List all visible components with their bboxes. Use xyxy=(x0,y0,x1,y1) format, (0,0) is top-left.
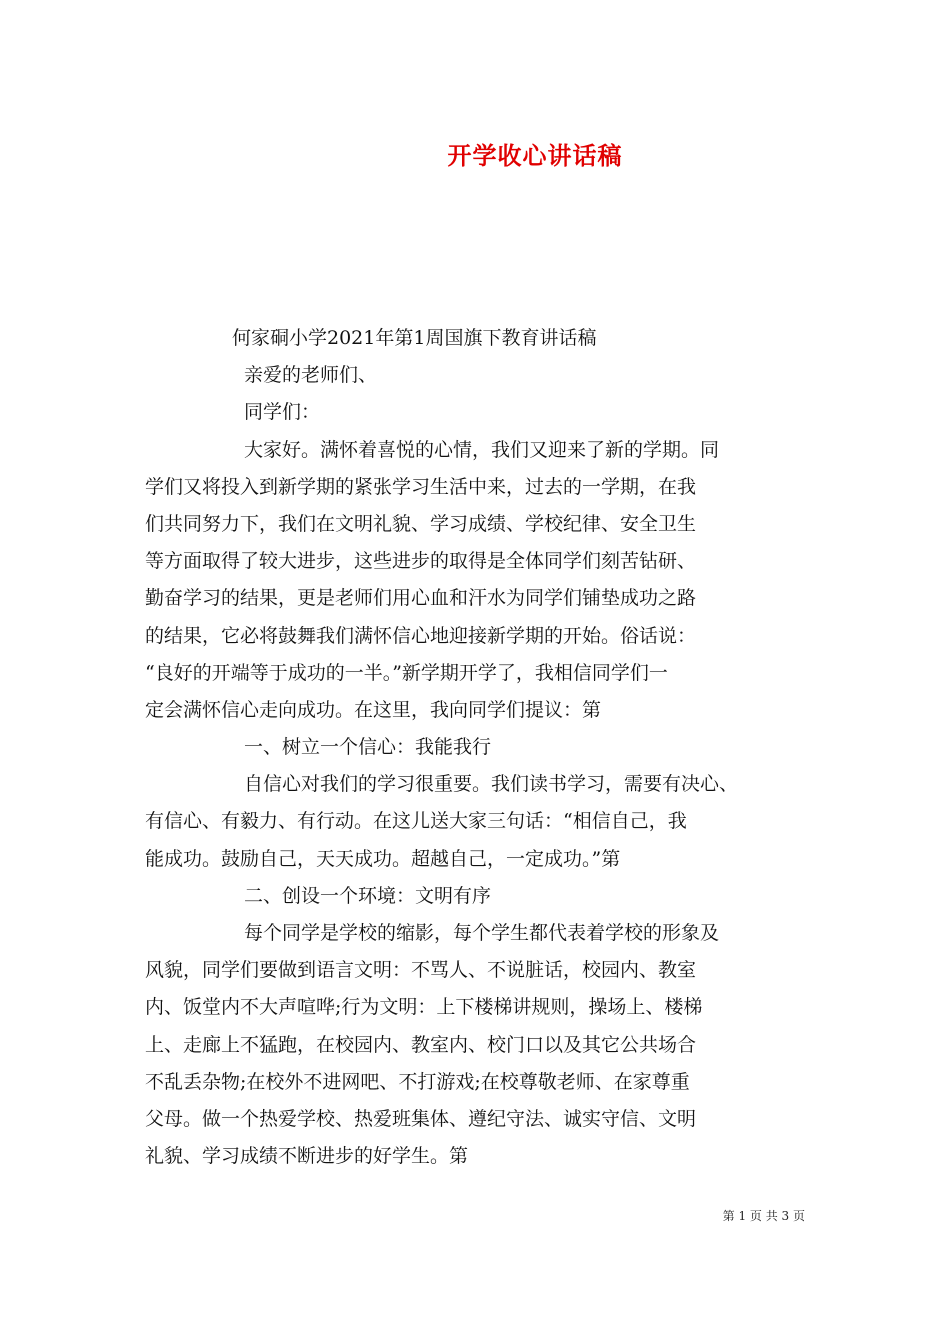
text-line: 定会满怀信心走向成功。在这里，我向同学们提议：第 xyxy=(145,698,602,721)
text-line: 的结果，它必将鼓舞我们满怀信心地迎接新学期的开始。俗话说： xyxy=(145,624,697,647)
text-line: 不乱丢杂物;在校外不进网吧、不打游戏;在校尊敬老师、在家尊重 xyxy=(145,1070,690,1093)
text-line: 父母。做一个热爱学校、热爱班集体、遵纪守法、诚实守信、文明 xyxy=(145,1107,697,1130)
text-line: 自信心对我们的学习很重要。我们读书学习，需要有决心、 xyxy=(244,773,739,796)
text-line: 勤奋学习的结果，更是老师们用心血和汗水为同学们铺垫成功之路 xyxy=(145,587,697,610)
text-line: 们共同努力下，我们在文明礼貌、学习成绩、学校纪律、安全卫生 xyxy=(145,512,697,535)
text-line: 一、树立一个信心：我能我行 xyxy=(244,736,492,759)
text-line: 上、走廊上不猛跑，在校园内、教室内、校门口以及其它公共场合 xyxy=(145,1033,697,1056)
text-line: 同学们： xyxy=(244,401,321,424)
text-line: 风貌，同学们要做到语言文明：不骂人、不说脏话，校园内、教室 xyxy=(145,959,697,982)
text-line: 二、创设一个环境：文明有序 xyxy=(244,884,492,907)
text-line: 每个同学是学校的缩影，每个学生都代表着学校的形象及 xyxy=(244,922,720,944)
text-line: 等方面取得了较大进步，这些进步的取得是全体同学们刻苦钻研、 xyxy=(145,550,697,573)
text-line: 礼貌、学习成绩不断进步的好学生。第 xyxy=(145,1145,469,1168)
document-body xyxy=(145,320,810,1175)
text-line: 有信心、有毅力、有行动。在这儿送大家三句话：“相信自己，我 xyxy=(145,810,687,833)
text-line: 内、饭堂内不大声喧哗;行为文明：上下楼梯讲规则，操场上、楼梯 xyxy=(145,996,703,1019)
text-line: 何家硐小学2021年第1周国旗下教育讲话稿 xyxy=(232,327,597,349)
page-footer: 第 1 页 共 3 页 xyxy=(722,1209,805,1223)
text-line: 亲爱的老师们、 xyxy=(244,364,378,387)
text-line: 能成功。鼓励自己，天天成功。超越自己，一定成功。”第 xyxy=(145,847,621,870)
text-line: 学们又将投入到新学期的紧张学习生活中来，过去的一学期，在我 xyxy=(145,475,697,498)
text-line: “良好的开端等于成功的一半。”新学期开学了，我相信同学们一 xyxy=(145,661,668,684)
text-line: 大家好。满怀着喜悦的心情，我们又迎来了新的学期。同 xyxy=(244,438,720,461)
document-title: 开学收心讲话稿 xyxy=(447,142,623,170)
